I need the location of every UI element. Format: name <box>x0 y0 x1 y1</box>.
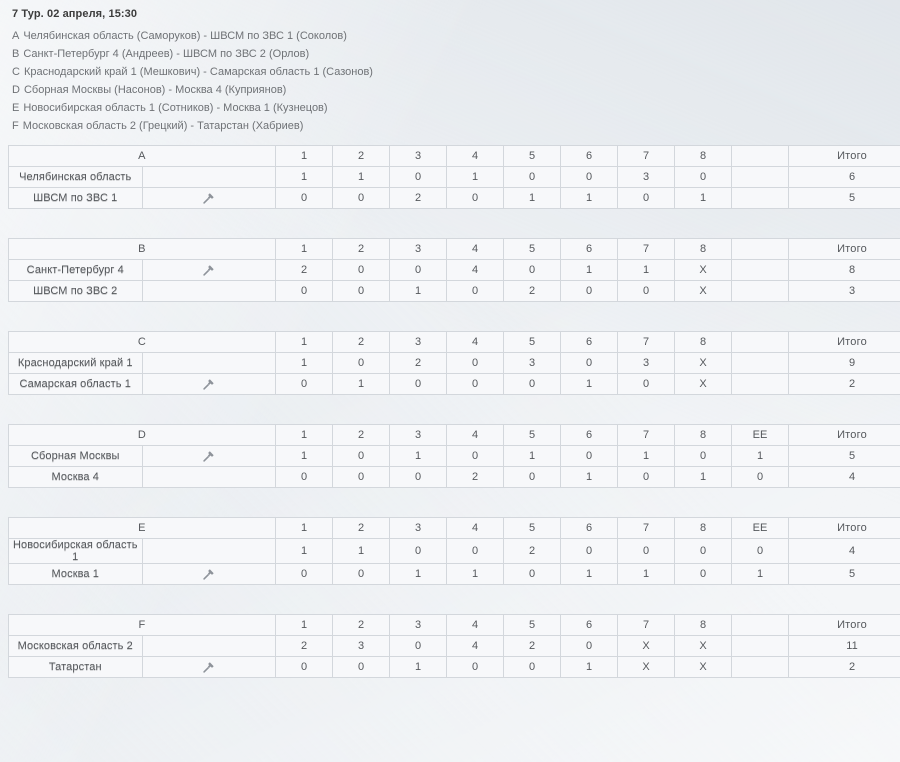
end-score-cell: 1 <box>390 564 447 585</box>
hammer-icon <box>142 374 276 395</box>
end-header: 8 <box>675 518 732 539</box>
match-scoresheet <box>8 517 900 585</box>
end-score-cell: 0 <box>447 657 504 678</box>
end-score-cell: 0 <box>618 467 675 488</box>
end-score-cell: 2 <box>504 281 561 302</box>
extra-end-score-cell: 1 <box>732 564 789 585</box>
end-score-cell: 0 <box>504 564 561 585</box>
table-header-row <box>9 615 900 636</box>
pairing-line <box>12 27 892 45</box>
end-score-cell: 0 <box>675 539 732 564</box>
end-score-cell: 0 <box>333 353 390 374</box>
end-header: 7 <box>618 332 675 353</box>
total-header: Итого <box>789 332 900 353</box>
end-score-cell: 0 <box>618 281 675 302</box>
end-score-cell: X <box>618 636 675 657</box>
end-score-cell: 0 <box>561 281 618 302</box>
end-score-cell: 0 <box>618 539 675 564</box>
blank-cell <box>732 281 789 302</box>
end-header: 1 <box>276 332 333 353</box>
end-score-cell: 3 <box>333 636 390 657</box>
end-score-cell: 1 <box>618 446 675 467</box>
end-header: 3 <box>390 146 447 167</box>
end-score-cell: 0 <box>504 374 561 395</box>
end-header: 1 <box>276 425 333 446</box>
end-header: 8 <box>675 425 732 446</box>
match-letter: D <box>9 425 276 446</box>
team-name-cell: Краснодарский край 1 <box>9 353 143 374</box>
team-name-cell: Московская область 2 <box>9 636 143 657</box>
end-score-cell: 0 <box>390 167 447 188</box>
end-score-cell: 2 <box>276 636 333 657</box>
table-header-row <box>9 425 900 446</box>
end-score-cell: 1 <box>276 446 333 467</box>
total-score-cell: 11 <box>789 636 900 657</box>
blank-header <box>732 239 789 260</box>
match-scoresheet <box>8 145 900 209</box>
end-score-cell: 1 <box>561 564 618 585</box>
end-header: 6 <box>561 425 618 446</box>
end-header: 2 <box>333 146 390 167</box>
team-name-cell: ШВСМ по ЗВС 1 <box>9 188 143 209</box>
end-score-cell: 0 <box>276 467 333 488</box>
end-score-cell: 1 <box>447 167 504 188</box>
end-score-cell: 1 <box>390 657 447 678</box>
total-score-cell: 9 <box>789 353 900 374</box>
end-score-cell: 0 <box>276 657 333 678</box>
end-score-cell: 0 <box>675 446 732 467</box>
end-score-cell: X <box>675 636 732 657</box>
hammer-icon <box>142 657 276 678</box>
end-score-cell: X <box>618 657 675 678</box>
blank-header <box>732 146 789 167</box>
team-name-cell: Санкт-Петербург 4 <box>9 260 143 281</box>
table-row <box>9 281 900 302</box>
end-score-cell: 1 <box>618 260 675 281</box>
end-header: 1 <box>276 615 333 636</box>
end-header: 2 <box>333 239 390 260</box>
pairing-letter: C <box>12 66 20 78</box>
blank-cell <box>732 636 789 657</box>
blank-header <box>732 615 789 636</box>
page-title: 7 Тур. 02 апреля, 15:30 <box>12 8 138 20</box>
hammer-icon <box>142 564 276 585</box>
table-header-row <box>9 146 900 167</box>
end-header: 3 <box>390 332 447 353</box>
end-score-cell: X <box>675 281 732 302</box>
extra-end-score-cell: 0 <box>732 539 789 564</box>
end-score-cell: 1 <box>390 446 447 467</box>
end-score-cell: 1 <box>675 188 732 209</box>
table-row <box>9 657 900 678</box>
end-score-cell: 1 <box>390 281 447 302</box>
table-row <box>9 188 900 209</box>
team-name-cell: Сборная Москвы <box>9 446 143 467</box>
match-block <box>8 614 892 678</box>
match-block <box>8 145 892 209</box>
end-score-cell: X <box>675 353 732 374</box>
match-scoresheet <box>8 331 900 395</box>
table-row <box>9 467 900 488</box>
pairing-line <box>12 99 892 117</box>
end-score-cell: 3 <box>504 353 561 374</box>
pairing-letter: B <box>12 48 20 60</box>
pairing-letter: D <box>12 84 20 96</box>
end-header: 6 <box>561 518 618 539</box>
end-score-cell: 0 <box>504 657 561 678</box>
pairing-letter: E <box>12 102 20 114</box>
end-header: 5 <box>504 332 561 353</box>
pairing-text: Санкт-Петербург 4 (Андреев) - ШВСМ по ЗВС 2 (Орлов) <box>23 48 310 60</box>
pairing-line <box>12 63 892 81</box>
match-scoresheet <box>8 238 900 302</box>
end-score-cell: 0 <box>333 446 390 467</box>
end-score-cell: 1 <box>504 188 561 209</box>
end-header: 2 <box>333 425 390 446</box>
end-score-cell: 3 <box>618 353 675 374</box>
end-header: 4 <box>447 332 504 353</box>
end-header: 7 <box>618 615 675 636</box>
table-row <box>9 260 900 281</box>
end-score-cell: 0 <box>276 564 333 585</box>
blank-header <box>732 332 789 353</box>
match-block <box>8 424 892 488</box>
pairing-line <box>12 81 892 99</box>
team-name-cell: Татарстан <box>9 657 143 678</box>
end-header: 4 <box>447 518 504 539</box>
end-header: 8 <box>675 615 732 636</box>
end-header: 2 <box>333 518 390 539</box>
blank-cell <box>732 353 789 374</box>
extra-end-score-cell: 0 <box>732 467 789 488</box>
end-header: 2 <box>333 332 390 353</box>
table-row <box>9 539 900 564</box>
hammer-cell-empty <box>142 167 276 188</box>
end-score-cell: 1 <box>447 564 504 585</box>
match-letter: E <box>9 518 276 539</box>
end-score-cell: 0 <box>504 167 561 188</box>
end-score-cell: 0 <box>333 260 390 281</box>
end-score-cell: 0 <box>447 446 504 467</box>
hammer-icon <box>142 446 276 467</box>
end-header: 4 <box>447 615 504 636</box>
end-header: 2 <box>333 615 390 636</box>
total-header: Итого <box>789 146 900 167</box>
matches-container <box>8 145 892 678</box>
end-header: 5 <box>504 425 561 446</box>
end-header: 6 <box>561 239 618 260</box>
end-header: 8 <box>675 332 732 353</box>
end-score-cell: 1 <box>333 374 390 395</box>
table-row <box>9 353 900 374</box>
end-score-cell: X <box>675 374 732 395</box>
end-score-cell: 0 <box>390 467 447 488</box>
end-header: 1 <box>276 146 333 167</box>
end-header: 3 <box>390 239 447 260</box>
end-score-cell: 0 <box>390 374 447 395</box>
end-header: 3 <box>390 518 447 539</box>
pairing-text: Московская область 2 (Грецкий) - Татарстан (Хабриев) <box>22 120 304 132</box>
match-block <box>8 517 892 585</box>
end-score-cell: 1 <box>561 374 618 395</box>
end-header: 8 <box>675 239 732 260</box>
match-block <box>8 331 892 395</box>
end-score-cell: 2 <box>390 188 447 209</box>
table-row <box>9 564 900 585</box>
end-score-cell: 1 <box>561 188 618 209</box>
end-header: 3 <box>390 615 447 636</box>
hammer-icon <box>142 260 276 281</box>
table-row <box>9 167 900 188</box>
end-score-cell: 0 <box>333 281 390 302</box>
match-letter: F <box>9 615 276 636</box>
pairing-text: Новосибирская область 1 (Сотников) - Москва 1 (Кузнецов) <box>23 102 328 114</box>
end-header: 3 <box>390 425 447 446</box>
end-score-cell: 0 <box>447 281 504 302</box>
end-score-cell: X <box>675 260 732 281</box>
match-scoresheet <box>8 614 900 678</box>
end-header: 4 <box>447 425 504 446</box>
total-header: Итого <box>789 239 900 260</box>
end-score-cell: 0 <box>561 636 618 657</box>
hammer-cell-empty <box>142 353 276 374</box>
total-score-cell: 5 <box>789 564 900 585</box>
hammer-cell-empty <box>142 539 276 564</box>
end-score-cell: 1 <box>504 446 561 467</box>
total-score-cell: 6 <box>789 167 900 188</box>
total-score-cell: 4 <box>789 539 900 564</box>
end-score-cell: 1 <box>561 657 618 678</box>
end-score-cell: 0 <box>561 539 618 564</box>
end-score-cell: 2 <box>390 353 447 374</box>
end-header: 8 <box>675 146 732 167</box>
table-header-row <box>9 239 900 260</box>
blank-cell <box>732 260 789 281</box>
hammer-cell-empty <box>142 467 276 488</box>
end-score-cell: 0 <box>333 657 390 678</box>
end-score-cell: 0 <box>276 374 333 395</box>
end-score-cell: 1 <box>276 167 333 188</box>
end-score-cell: 0 <box>333 467 390 488</box>
blank-cell <box>732 188 789 209</box>
team-name-cell: Москва 1 <box>9 564 143 585</box>
table-header-row <box>9 518 900 539</box>
end-header: 5 <box>504 146 561 167</box>
end-score-cell: 4 <box>447 260 504 281</box>
end-score-cell: 0 <box>447 374 504 395</box>
end-score-cell: 1 <box>675 467 732 488</box>
end-score-cell: 0 <box>447 188 504 209</box>
total-header: Итого <box>789 425 900 446</box>
pairing-line <box>12 117 892 135</box>
end-header: 7 <box>618 239 675 260</box>
total-score-cell: 8 <box>789 260 900 281</box>
extra-end-header: EE <box>732 518 789 539</box>
end-score-cell: 0 <box>675 564 732 585</box>
end-score-cell: 2 <box>276 260 333 281</box>
end-score-cell: 0 <box>333 564 390 585</box>
table-row <box>9 374 900 395</box>
end-score-cell: 0 <box>390 539 447 564</box>
pairing-letter: F <box>12 120 19 132</box>
end-score-cell: 0 <box>675 167 732 188</box>
end-score-cell: 2 <box>504 539 561 564</box>
match-scoresheet <box>8 424 900 488</box>
team-name-cell: Москва 4 <box>9 467 143 488</box>
end-score-cell: 0 <box>504 467 561 488</box>
team-name-cell: Новосибирская область 1 <box>9 539 143 564</box>
end-score-cell: 0 <box>504 260 561 281</box>
pairing-text: Челябинская область (Саморуков) - ШВСМ по ЗВС 1 (Соколов) <box>23 30 347 42</box>
extra-end-score-cell: 1 <box>732 446 789 467</box>
blank-cell <box>732 374 789 395</box>
end-score-cell: 1 <box>333 539 390 564</box>
end-header: 1 <box>276 518 333 539</box>
blank-cell <box>732 657 789 678</box>
end-header: 7 <box>618 518 675 539</box>
match-letter: C <box>9 332 276 353</box>
end-score-cell: 0 <box>276 281 333 302</box>
end-score-cell: 0 <box>447 353 504 374</box>
end-header: 7 <box>618 425 675 446</box>
end-header: 7 <box>618 146 675 167</box>
team-name-cell: ШВСМ по ЗВС 2 <box>9 281 143 302</box>
end-score-cell: 1 <box>333 167 390 188</box>
table-header-row <box>9 332 900 353</box>
team-name-cell: Самарская область 1 <box>9 374 143 395</box>
total-header: Итого <box>789 518 900 539</box>
end-score-cell: 1 <box>276 353 333 374</box>
end-score-cell: 0 <box>390 260 447 281</box>
end-score-cell: 0 <box>447 539 504 564</box>
total-score-cell: 4 <box>789 467 900 488</box>
match-block <box>8 238 892 302</box>
extra-end-header: EE <box>732 425 789 446</box>
end-header: 5 <box>504 239 561 260</box>
end-header: 4 <box>447 146 504 167</box>
end-score-cell: 0 <box>276 188 333 209</box>
end-score-cell: 0 <box>561 167 618 188</box>
table-row <box>9 636 900 657</box>
pairings-list <box>12 27 892 135</box>
total-header: Итого <box>789 615 900 636</box>
total-score-cell: 5 <box>789 188 900 209</box>
end-score-cell: 1 <box>618 564 675 585</box>
end-header: 1 <box>276 239 333 260</box>
end-score-cell: X <box>675 657 732 678</box>
hammer-cell-empty <box>142 281 276 302</box>
end-score-cell: 1 <box>276 539 333 564</box>
end-score-cell: 0 <box>390 636 447 657</box>
total-score-cell: 2 <box>789 374 900 395</box>
pairing-line <box>12 45 892 63</box>
pairing-text: Сборная Москвы (Насонов) - Москва 4 (Куприянов) <box>23 84 287 96</box>
end-header: 5 <box>504 615 561 636</box>
end-header: 5 <box>504 518 561 539</box>
end-score-cell: 0 <box>561 446 618 467</box>
end-score-cell: 1 <box>561 467 618 488</box>
match-letter: A <box>9 146 276 167</box>
table-row <box>9 446 900 467</box>
end-header: 4 <box>447 239 504 260</box>
hammer-cell-empty <box>142 636 276 657</box>
end-score-cell: 0 <box>333 188 390 209</box>
total-score-cell: 5 <box>789 446 900 467</box>
total-score-cell: 2 <box>789 657 900 678</box>
end-score-cell: 3 <box>618 167 675 188</box>
blank-cell <box>732 167 789 188</box>
end-score-cell: 0 <box>618 374 675 395</box>
end-header: 6 <box>561 615 618 636</box>
pairing-text: Краснодарский край 1 (Мешкович) - Самарская область 1 (Сазонов) <box>23 66 373 78</box>
end-header: 6 <box>561 332 618 353</box>
pairing-letter: A <box>12 30 20 42</box>
end-score-cell: 0 <box>561 353 618 374</box>
total-score-cell: 3 <box>789 281 900 302</box>
team-name-cell: Челябинская область <box>9 167 143 188</box>
end-score-cell: 0 <box>618 188 675 209</box>
end-score-cell: 1 <box>561 260 618 281</box>
end-score-cell: 2 <box>504 636 561 657</box>
end-header: 6 <box>561 146 618 167</box>
end-score-cell: 4 <box>447 636 504 657</box>
match-letter: B <box>9 239 276 260</box>
hammer-icon <box>142 188 276 209</box>
end-score-cell: 2 <box>447 467 504 488</box>
